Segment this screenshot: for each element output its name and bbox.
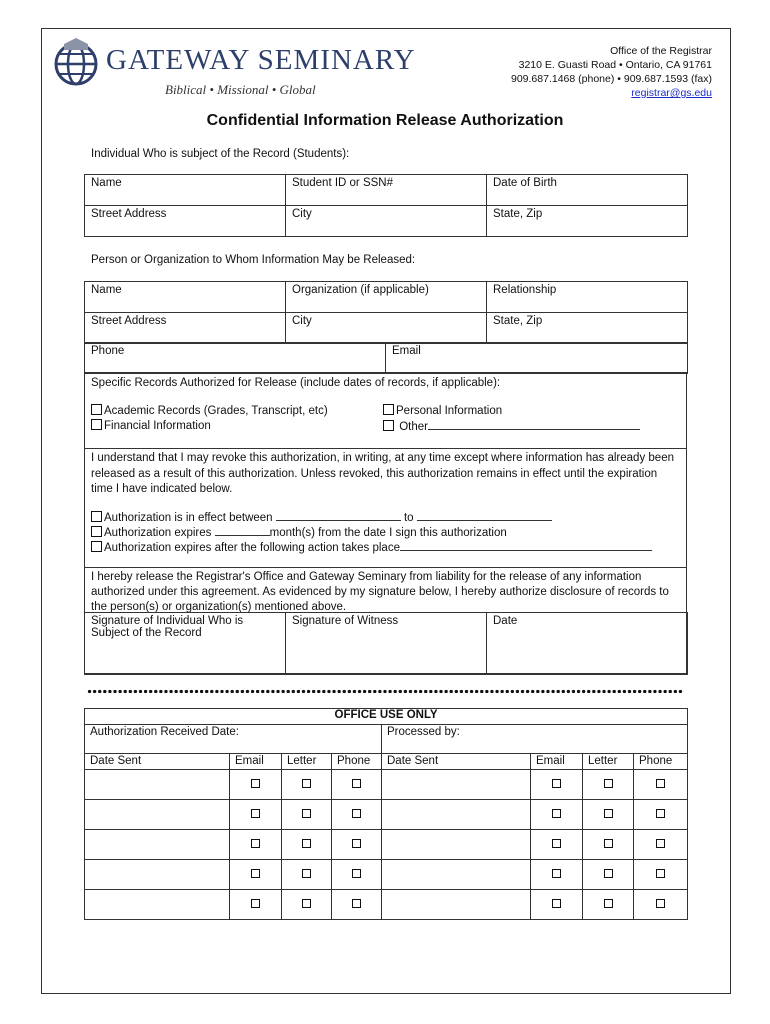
between-end-blank[interactable] (417, 510, 552, 521)
release-paragraph: I hereby release the Registrar's Office and Gateway Seminary from liability for the release of any information authorized under this agreement. As evidenced by my signature below, I hereby authorize disclosure of records to the person(s) or organization(s) mentioned above. (91, 571, 669, 613)
recipient-phone-label: Phone (91, 345, 125, 357)
email-check-cell (531, 800, 583, 830)
email-check-cell (531, 890, 583, 920)
email-checkbox[interactable] (251, 809, 260, 818)
processed-by-field[interactable] (382, 725, 688, 754)
phone-checkbox[interactable] (352, 809, 361, 818)
letter-checkbox[interactable] (302, 809, 311, 818)
recipient-phone-field[interactable] (85, 343, 386, 374)
records-financial-option[interactable] (91, 419, 211, 432)
months-checkbox[interactable] (91, 526, 102, 537)
records-heading: Specific Records Authorized for Release (include dates of records, if applicable): (91, 377, 501, 389)
dotted-separator (87, 689, 684, 694)
email-checkbox[interactable] (552, 869, 561, 878)
other-checkbox[interactable] (383, 420, 394, 431)
recipient-name-field[interactable] (85, 282, 286, 313)
other-label: Other (399, 421, 428, 433)
email-check-cell (531, 860, 583, 890)
email-checkbox[interactable] (552, 839, 561, 848)
student-dob-field[interactable] (487, 175, 688, 206)
letter-checkbox[interactable] (302, 779, 311, 788)
action-label: Authorization expires after the following action takes place (104, 542, 400, 554)
email-check-cell (230, 830, 282, 860)
between-to-label: to (403, 512, 414, 524)
email-checkbox[interactable] (251, 899, 260, 908)
letter-check-cell (583, 830, 634, 860)
phone-checkbox[interactable] (656, 809, 665, 818)
other-blank[interactable] (428, 419, 640, 430)
letter-checkbox[interactable] (604, 779, 613, 788)
table-row (85, 830, 688, 860)
email-check-cell (230, 860, 282, 890)
personal-checkbox[interactable] (383, 404, 394, 415)
email-check-cell (230, 770, 282, 800)
recipient-relationship-label: Relationship (493, 284, 557, 296)
expiry-option-between[interactable] (91, 510, 552, 524)
student-state-zip-field[interactable] (487, 206, 688, 237)
student-city-field[interactable] (286, 206, 487, 237)
date-sent-cell[interactable] (382, 770, 531, 800)
expiry-option-months[interactable] (91, 525, 507, 539)
phone-check-cell (634, 770, 688, 800)
student-section-heading: Individual Who is subject of the Record (Students): (91, 148, 350, 160)
action-blank[interactable] (400, 540, 652, 551)
email-checkbox[interactable] (251, 779, 260, 788)
recipient-city-label: City (292, 315, 312, 327)
phone-check-cell (332, 770, 382, 800)
letter-checkbox[interactable] (604, 869, 613, 878)
letter-check-cell (282, 830, 332, 860)
table-row (85, 800, 688, 830)
recipient-street-field[interactable] (85, 313, 286, 344)
academic-checkbox[interactable] (91, 404, 102, 415)
student-name-field[interactable] (85, 175, 286, 206)
phone-check-cell (332, 800, 382, 830)
letter-checkbox[interactable] (604, 809, 613, 818)
between-start-blank[interactable] (276, 510, 401, 521)
witness-signature-field[interactable] (286, 613, 487, 675)
email-check-cell (531, 830, 583, 860)
processed-by-label: Processed by: (387, 726, 460, 738)
signature-date-field[interactable] (487, 613, 688, 675)
phone-check-cell (332, 860, 382, 890)
recipient-name-label: Name (91, 284, 122, 296)
records-other-option[interactable] (383, 419, 640, 433)
recipient-email-label: Email (392, 345, 421, 357)
recipient-relationship-field[interactable] (487, 282, 688, 313)
letter-checkbox[interactable] (302, 869, 311, 878)
phone-checkbox[interactable] (656, 779, 665, 788)
individual-signature-field[interactable] (85, 613, 286, 675)
phone-check-cell (332, 830, 382, 860)
letter-checkbox[interactable] (302, 839, 311, 848)
letter-check-cell (583, 860, 634, 890)
records-section (84, 372, 687, 449)
records-academic-option[interactable] (91, 404, 328, 417)
email-header-left: Email (230, 754, 282, 770)
office-phone-fax: 909.687.1468 (phone) • 909.687.1593 (fax) (511, 73, 712, 85)
letter-header-left: Letter (282, 754, 332, 770)
page-title: Confidential Information Release Authorization (206, 112, 564, 129)
financial-label: Financial Information (104, 420, 211, 432)
phone-check-cell (332, 890, 382, 920)
date-sent-cell[interactable] (85, 890, 230, 920)
months-label: Authorization expires (104, 527, 212, 539)
phone-checkbox[interactable] (656, 899, 665, 908)
table-row (85, 890, 688, 920)
between-label: Authorization is in effect between (104, 512, 273, 524)
letter-checkbox[interactable] (604, 899, 613, 908)
phone-header-left: Phone (332, 754, 382, 770)
recipient-organization-field[interactable] (286, 282, 487, 313)
email-checkbox[interactable] (552, 779, 561, 788)
tagline: Biblical • Missional • Global (165, 82, 316, 97)
table-row (85, 860, 688, 890)
letter-check-cell (583, 890, 634, 920)
office-address: 3210 E. Guasti Road • Ontario, CA 91761 (518, 59, 712, 71)
date-sent-cell[interactable] (85, 830, 230, 860)
student-info-table (84, 174, 688, 237)
recipient-city-field[interactable] (286, 313, 487, 344)
email-header-right: Email (531, 754, 583, 770)
student-city-label: City (292, 208, 312, 220)
signature-date-label: Date (493, 615, 518, 627)
email-checkbox[interactable] (552, 809, 561, 818)
office-use-table (84, 708, 688, 920)
received-date-label: Authorization Received Date: (90, 726, 239, 738)
records-personal-option[interactable] (383, 404, 502, 417)
letter-check-cell (282, 860, 332, 890)
phone-checkbox[interactable] (352, 899, 361, 908)
recipient-organization-label: Organization (if applicable) (292, 284, 429, 296)
phone-header-right: Phone (634, 754, 688, 770)
date-sent-cell[interactable] (85, 770, 230, 800)
action-checkbox[interactable] (91, 541, 102, 552)
email-check-cell (230, 890, 282, 920)
phone-check-cell (634, 860, 688, 890)
student-state-zip-label: State, Zip (493, 208, 543, 220)
letter-checkbox[interactable] (302, 899, 311, 908)
email-checkbox[interactable] (251, 869, 260, 878)
financial-checkbox[interactable] (91, 419, 102, 430)
student-dob-label: Date of Birth (493, 177, 557, 189)
office-use-title: OFFICE USE ONLY (85, 709, 688, 725)
email-check-cell (230, 800, 282, 830)
date-sent-header-right: Date Sent (382, 754, 531, 770)
email-check-cell (531, 770, 583, 800)
date-sent-cell[interactable] (382, 890, 531, 920)
phone-checkbox[interactable] (656, 869, 665, 878)
phone-checkbox[interactable] (352, 839, 361, 848)
phone-check-cell (634, 890, 688, 920)
date-sent-header-left: Date Sent (85, 754, 230, 770)
date-sent-cell[interactable] (382, 800, 531, 830)
personal-label: Personal Information (396, 405, 503, 417)
between-checkbox[interactable] (91, 511, 102, 522)
student-id-label: Student ID or SSN# (292, 177, 393, 189)
expiry-option-action[interactable] (91, 540, 652, 554)
letter-check-cell (282, 770, 332, 800)
revocation-section (84, 448, 687, 568)
recipient-section-heading: Person or Organization to Whom Information May be Released: (91, 254, 416, 266)
office-title: Office of the Registrar (610, 45, 712, 57)
academic-label: Academic Records (Grades, Transcript, etc) (104, 405, 328, 417)
date-sent-cell[interactable] (382, 860, 531, 890)
letter-checkbox[interactable] (604, 839, 613, 848)
recipient-email-field[interactable] (386, 343, 688, 374)
letter-check-cell (282, 890, 332, 920)
recipient-contact-table (84, 342, 688, 374)
letter-header-right: Letter (583, 754, 634, 770)
months-suffix-label: month(s) from the date I sign this authorization (269, 527, 507, 539)
months-blank[interactable] (215, 525, 270, 536)
recipient-state-zip-field[interactable] (487, 313, 688, 344)
date-sent-cell[interactable] (85, 860, 230, 890)
logo (50, 34, 416, 102)
student-street-label: Street Address (91, 208, 167, 220)
email-checkbox[interactable] (552, 899, 561, 908)
brand-name: GATEWAY SEMINARY (106, 44, 416, 76)
student-street-field[interactable] (85, 206, 286, 237)
phone-checkbox[interactable] (352, 779, 361, 788)
phone-check-cell (634, 830, 688, 860)
recipient-street-label: Street Address (91, 315, 167, 327)
student-id-field[interactable] (286, 175, 487, 206)
registrar-contact (472, 44, 712, 100)
table-row (85, 770, 688, 800)
letter-check-cell (583, 800, 634, 830)
letter-check-cell (282, 800, 332, 830)
letter-check-cell (583, 770, 634, 800)
phone-check-cell (634, 800, 688, 830)
witness-signature-label: Signature of Witness (292, 615, 399, 627)
registrar-email-link[interactable]: registrar@gs.edu (631, 87, 712, 99)
recipient-info-table (84, 281, 688, 344)
email-checkbox[interactable] (251, 839, 260, 848)
revocation-paragraph: I understand that I may revoke this authorization, in writing, at any time except where information has already been released as a result of this authorization. Unless revoked, this authorization remains in effect until the expiration time I have indicated below. (91, 452, 674, 495)
signature-table (84, 612, 688, 675)
phone-checkbox[interactable] (352, 869, 361, 878)
phone-checkbox[interactable] (656, 839, 665, 848)
individual-signature-label: Signature of Individual Who is Subject of the Record (91, 615, 244, 639)
date-sent-cell[interactable] (85, 800, 230, 830)
date-sent-cell[interactable] (382, 830, 531, 860)
seminary-seal-icon (50, 34, 102, 86)
received-date-field[interactable] (85, 725, 382, 754)
recipient-state-zip-label: State, Zip (493, 315, 543, 327)
student-name-label: Name (91, 177, 122, 189)
